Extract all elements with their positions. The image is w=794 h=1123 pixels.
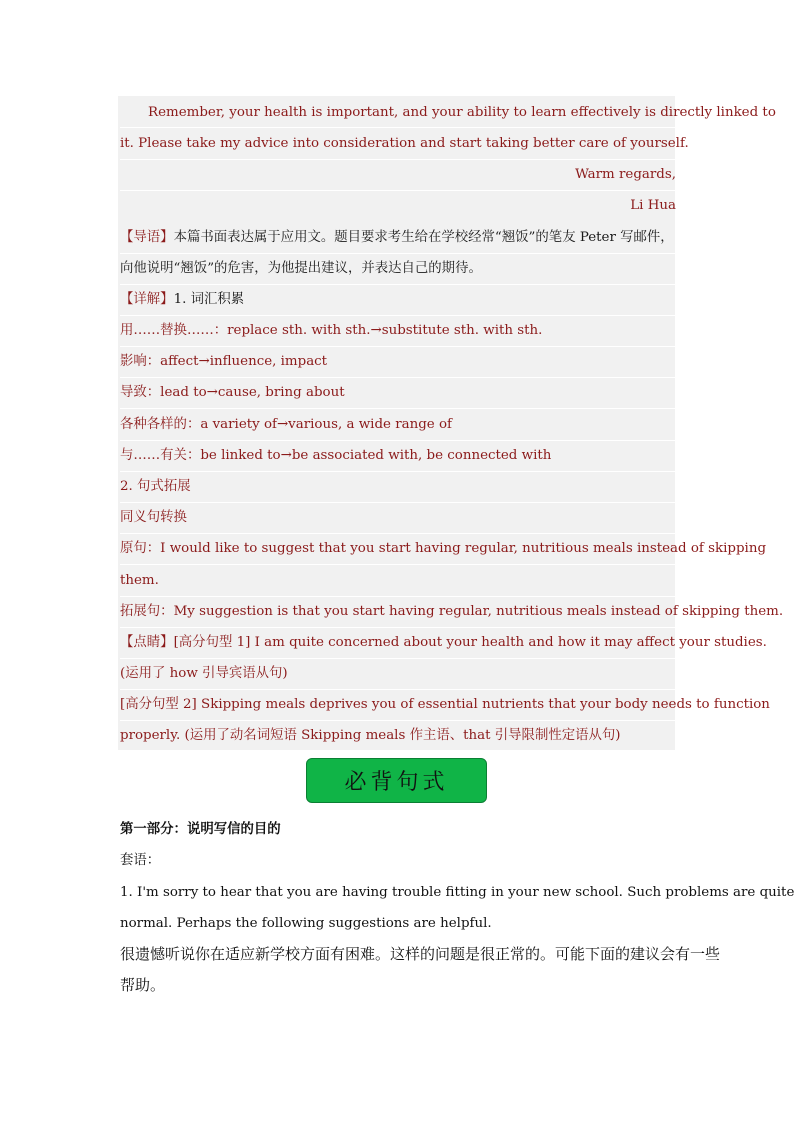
original-sentence-line-1: [120, 533, 767, 565]
sentence-1-line-2: normal. Perhaps the following suggestions are helpful.: [120, 916, 492, 931]
detail-heading: [120, 284, 676, 316]
detail-heading-text: 1. 词汇积累: [173, 292, 245, 307]
highlight-item-1-note: (运用了 how 引导宾语从句): [120, 658, 676, 690]
highlight-item-1: [120, 627, 767, 659]
highlight-item-1-text: [高分句型 1] I am quite concerned about your health and how it may affect your studies.: [173, 635, 767, 650]
detail-label: 【详解】: [120, 292, 174, 307]
highlight-item-2: [高分句型 2] Skipping meals deprives you of essential nutrients that your body needs to function: [120, 689, 676, 721]
guide-text-1: 本篇书面表达属于应用文。题目要求考生给在学校经常“翘饭”的笔友 Peter 写邮件，: [173, 230, 674, 245]
highlight-item-2-note: properly. (运用了动名词短语 Skipping meals 作主语、that 引导限制性定语从句): [120, 728, 621, 743]
extended-text: My suggestion is that you start having regular, nutritious meals instead of skipping them.: [173, 604, 784, 619]
vocab-item: 与……有关：be linked to→be associated with, be connected with: [120, 440, 676, 472]
original-sentence-line-2: them.: [120, 565, 676, 597]
vocab-item: 导致：lead to→cause, bring about: [120, 377, 676, 409]
guide-line-1: [120, 222, 676, 254]
template-label: 套语：: [120, 853, 161, 868]
letter-paragraph-line-1: Remember, your health is important, and your ability to learn effectively is directly linked to: [120, 97, 676, 128]
letter-signature: Li Hua: [630, 198, 676, 213]
section-2-heading: 2. 句式拓展: [120, 471, 676, 503]
must-memorize-banner: 必背句式: [306, 758, 487, 803]
vocab-item: 影响：affect→influence, impact: [120, 346, 676, 378]
original-label: 原句：: [120, 541, 161, 556]
guide-line-2: 向他说明“翘饭”的危害，为他提出建议，并表达自己的期待。: [120, 253, 676, 285]
guide-label: 【导语】: [120, 230, 174, 245]
synonym-subheading: 同义句转换: [120, 502, 676, 534]
sentence-1-line-1: 1. I'm sorry to hear that you are having trouble fitting in your new school. Such problems are quite: [120, 885, 794, 900]
highlight-label: 【点睛】: [120, 635, 174, 650]
extended-sentence: [120, 596, 784, 628]
part-1-title: 第一部分：说明写信的目的: [120, 821, 281, 837]
vocab-item: 用……替换……：replace sth. with sth.→substitute sth. with sth.: [120, 315, 676, 347]
letter-closing: Warm regards,: [120, 159, 676, 191]
vocab-item: 各种各样的：a variety of→various, a wide range of: [120, 409, 676, 441]
extended-label: 拓展句：: [120, 604, 174, 619]
sentence-1-translation-line-2: 帮助。: [120, 976, 166, 994]
original-text: I would like to suggest that you start having regular, nutritious meals instead of skipping: [160, 541, 767, 556]
sentence-1-translation-line-1: 很遗憾听说你在适应新学校方面有困难。这样的问题是很正常的。可能下面的建议会有一些: [120, 945, 721, 963]
letter-paragraph-line-2: it. Please take my advice into consideration and start taking better care of yourself.: [120, 128, 676, 160]
